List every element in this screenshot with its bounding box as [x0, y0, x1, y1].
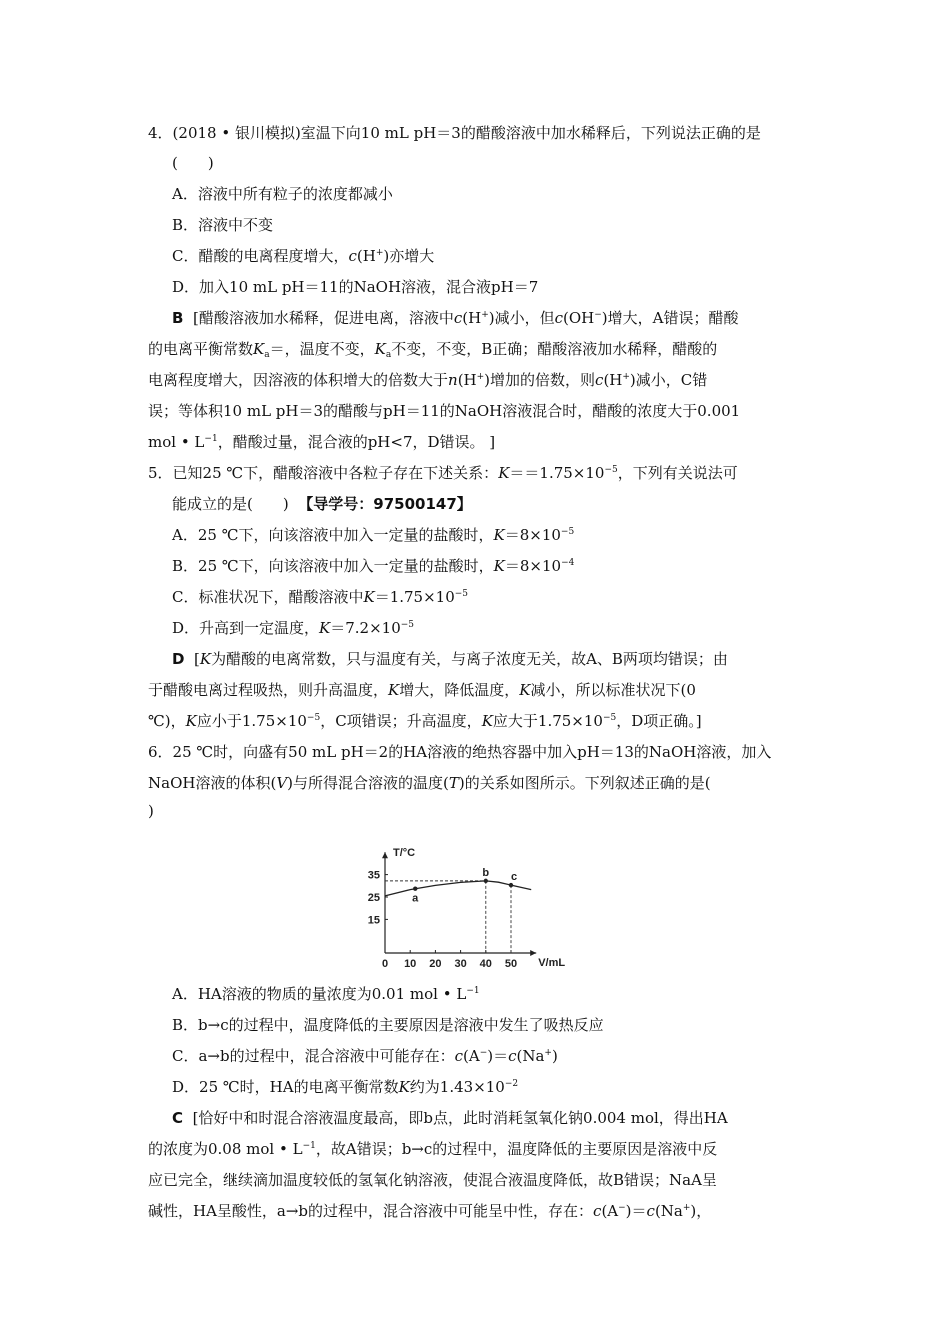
x-tick-label: 20: [429, 958, 442, 970]
q6-option-a: A．HA溶液的物质的量浓度为0.01 mol • $L^{-1}$: [172, 985, 480, 1003]
q4-answer: B: [172, 309, 184, 327]
temperature-curve: [385, 881, 531, 896]
y-axis-arrow: [382, 852, 388, 858]
q5-explanation-line-3: ℃)，K应小于$1.75\times 10^{-5}$，C项错误；升高温度，K应大于$1.75\times 10^{-5}$，D项正确。]: [148, 712, 702, 730]
q4-explanation-line-1: B [醋酸溶液加水稀释，促进电离，溶液中c(H+)减小，但c(OH−)增大，A错误；醋酸: [172, 309, 739, 327]
q4-stem-line-2: ( ): [172, 154, 214, 172]
q4-explanation-line-2: 的电离平衡常数$K_a=$，温度不变，$K_a$不变，不变，B正确；醋酸溶液加水稀释，醋酸的: [148, 340, 718, 360]
q4-explanation-line-3: 电离程度增大，因溶液的体积增大的倍数大于n(H+)增加的倍数，则c(H+)减小，C错: [148, 371, 708, 389]
point-label-a: a: [412, 892, 419, 905]
x-tick-label: 50: [504, 958, 518, 970]
q6-stem-line-1: 6．25 ℃时，向盛有50 mL pH＝2的HA溶液的绝热容器中加入pH＝13的NaOH溶液，加入: [148, 743, 772, 761]
temperature-volume-chart: [345, 826, 595, 976]
q5-guide-number: 【导学号：97500147】: [298, 495, 472, 513]
q6-option-c: C．a→b的过程中，混合溶液中可能存在：c(A−)＝c(Na+): [172, 1047, 558, 1065]
q6-option-b: B．b→c的过程中，温度降低的主要原因是溶液中发生了吸热反应: [172, 1016, 604, 1034]
q6-answer: C: [172, 1109, 184, 1127]
q4-option-a: A．溶液中所有粒子的浓度都减小: [172, 185, 393, 203]
q6-explanation-line-2: 的浓度为0.08 mol • $L^{-1}$，故A错误；b→c的过程中，温度降低的主要原因是溶液中反: [148, 1140, 718, 1158]
point-a: [413, 887, 417, 891]
q6-explanation-line-3: 应已完全，继续滴加温度较低的氢氧化钠溶液，使混合液温度降低，故B错误；NaA呈: [148, 1171, 717, 1189]
y-tick-label: 15: [367, 914, 380, 927]
q4-stem-line-1: 4．(2018 • 银川模拟)室温下向10 mL pH＝3的醋酸溶液中加水稀释后，下列说法正确的是: [148, 124, 761, 142]
point-label-c: c: [510, 871, 518, 884]
q4-option-d: D．加入10 mL pH＝11的NaOH溶液，混合液pH＝7: [172, 278, 539, 296]
point-b: [484, 879, 488, 883]
q5-explanation-line-2: 于醋酸电离过程吸热，则升高温度，K增大，降低温度，K减小，所以标准状况下(0: [148, 681, 696, 699]
y-tick-label: 25: [367, 892, 380, 904]
y-axis-title: T/°C: [393, 847, 416, 860]
x-tick-label: 40: [479, 958, 492, 970]
x-tick-label: 0: [381, 958, 389, 970]
q6-explanation-line-4: 碱性，HA呈酸性，a→b的过程中，混合溶液中可能呈中性，存在：c(A−)＝c(Na+)，: [148, 1202, 712, 1220]
x-tick-label: 30: [454, 958, 467, 970]
x-tick-label: 10: [404, 958, 417, 970]
q4-explanation-line-5: mol • $L^{-1}$，醋酸过量，混合液的pH<7，D错误。 ]: [148, 433, 496, 451]
q5-explanation-line-1: D [K为醋酸的电离常数，只与温度有关，与离子浓度无关，故A、B两项均错误；由: [172, 650, 728, 668]
y-tick-label: 35: [367, 869, 380, 882]
x-axis-title: V/mL: [538, 957, 566, 969]
q4-explanation-line-4: 误；等体积10 mL pH＝3的醋酸与pH＝11的NaOH溶液混合时，醋酸的浓度大于0.001: [148, 402, 741, 420]
q6-option-d: D．25 ℃时，HA的电离平衡常数K约为$1.43\times 10^{-2}$: [172, 1078, 519, 1096]
q5-option-a: A．25 ℃下，向该溶液中加入一定量的盐酸时，$K=8\times 10^{-5}$: [172, 526, 575, 544]
q6-explanation-line-1: C [恰好中和时混合溶液温度最高，即b点，此时消耗氢氧化钠0.004 mol，得出HA: [172, 1109, 728, 1127]
q6-stem-line-3: ): [148, 802, 154, 820]
point-label-b: b: [482, 866, 490, 879]
x-axis-arrow: [530, 950, 536, 956]
q5-option-b: B．25 ℃下，向该溶液中加入一定量的盐酸时，$K=8\times 10^{-4}$: [172, 557, 575, 575]
q5-answer: D: [172, 650, 185, 668]
q5-option-c: C．标准状况下，醋酸溶液中$K=1.75\times 10^{-5}$: [172, 588, 469, 606]
q6-stem-line-2: NaOH溶液的体积(V)与所得混合溶液的温度(T)的关系如图所示。下列叙述正确的是(: [148, 774, 711, 792]
q5-stem-line-2: 能成立的是( ) 【导学号：97500147】: [172, 495, 472, 513]
q5-stem-line-1: 5．已知25 ℃下，醋酸溶液中各粒子存在下述关系：$K==1.75\times 10^{-5}$，下列有关说法可: [148, 464, 738, 482]
q5-option-d: D．升高到一定温度，$K=7.2\times 10^{-5}$: [172, 619, 415, 637]
point-c: [509, 883, 513, 887]
q4-option-c: C．醋酸的电离程度增大，c(H+)亦增大: [172, 247, 435, 265]
q4-option-b: B．溶液中不变: [172, 216, 274, 234]
